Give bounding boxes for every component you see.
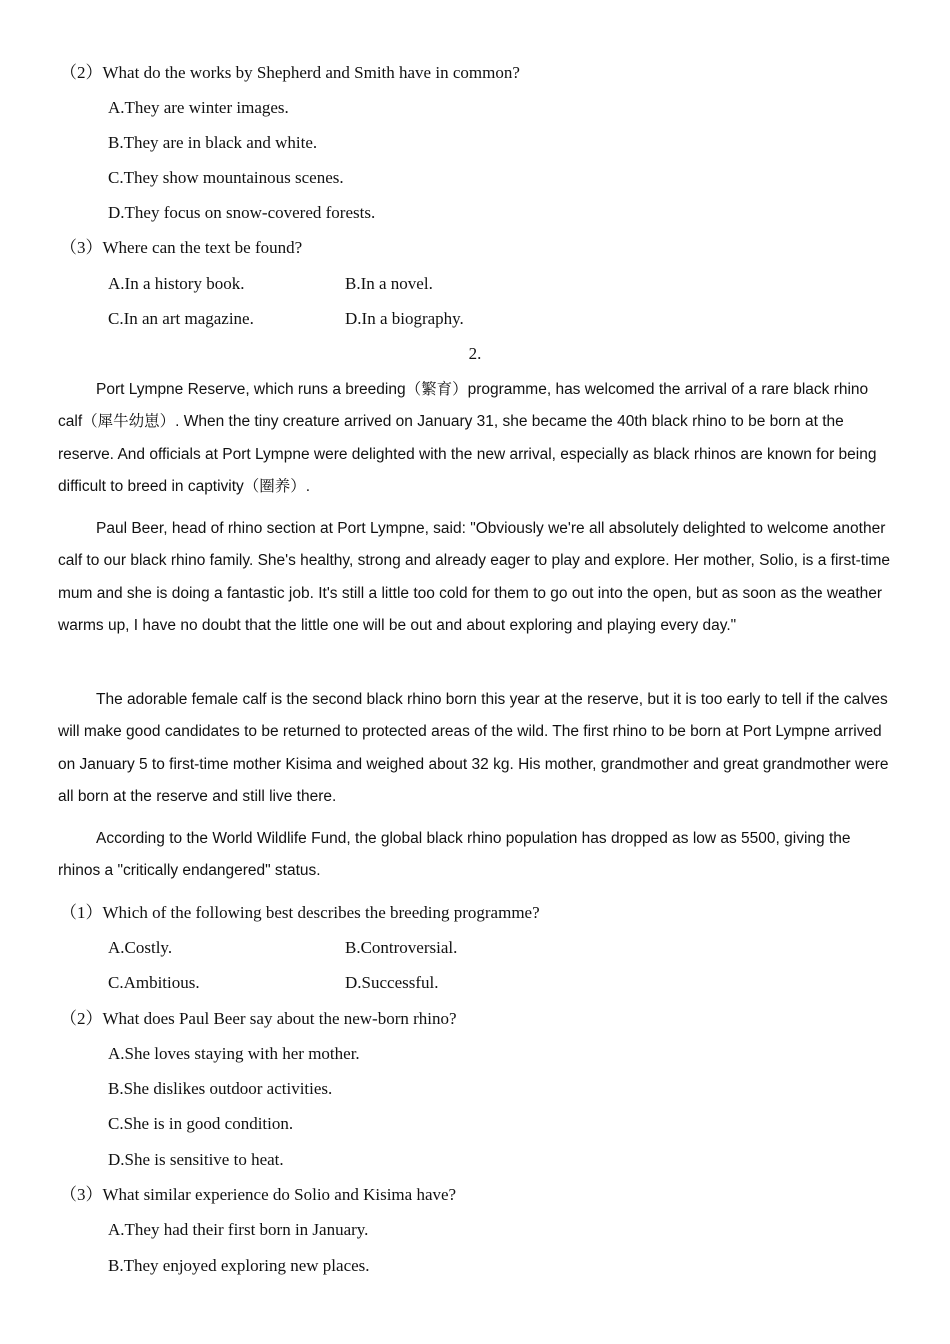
p2-question-1-option-c: C.Ambitious. bbox=[108, 973, 200, 992]
passage-paragraph-4 bbox=[58, 823, 893, 888]
passage-paragraph-2 bbox=[58, 513, 893, 643]
question-2-stem: （2）What do the works by Shepherd and Smith have in common? bbox=[60, 63, 520, 82]
question-3-option-b: B.In a novel. bbox=[345, 274, 433, 293]
passage-paragraph-3 bbox=[58, 684, 893, 814]
question-2-option-c: C.They show mountainous scenes. bbox=[108, 168, 344, 187]
p2-question-3-option-b: B.They enjoyed exploring new places. bbox=[108, 1256, 370, 1275]
question-3-stem: （3）Where can the text be found? bbox=[60, 238, 303, 257]
paragraph-text: Port Lympne Reserve, which runs a breeding（繁育）programme, has welcomed the arrival of a rare black rhino calf（犀牛幼崽）. When the tiny creature arrived on January 31, she became the 40th black rhino to be born at the reserve. And officials at Port Lympne were delighted with the new arrival, especially as black rhinos are known for being difficult to breed in captivity（圈养）. bbox=[58, 381, 877, 496]
p2-question-1-option-d: D.Successful. bbox=[345, 973, 439, 992]
p2-question-2-option-c: C.She is in good condition. bbox=[108, 1114, 294, 1133]
p2-question-1-option-b: B.Controversial. bbox=[345, 938, 458, 957]
p2-question-1-option-a: A.Costly. bbox=[108, 938, 173, 957]
p2-question-3-option-a: A.They had their first born in January. bbox=[108, 1220, 369, 1239]
p2-question-3-stem: （3）What similar experience do Solio and Kisima have? bbox=[60, 1185, 457, 1204]
p2-question-2-option-d: D.She is sensitive to heat. bbox=[108, 1150, 284, 1169]
passage-paragraph-1 bbox=[58, 374, 893, 504]
question-3-option-a: A.In a history book. bbox=[108, 274, 245, 293]
p2-question-2-option-a: A.She loves staying with her mother. bbox=[108, 1044, 360, 1063]
question-2-option-b: B.They are in black and white. bbox=[108, 133, 318, 152]
question-2-option-d: D.They focus on snow-covered forests. bbox=[108, 203, 376, 222]
passage-number: 2. bbox=[468, 344, 482, 363]
question-3-option-c: C.In an art magazine. bbox=[108, 309, 254, 328]
p2-question-2-stem: （2）What does Paul Beer say about the new-born rhino? bbox=[60, 1009, 457, 1028]
paragraph-text: According to the World Wildlife Fund, the global black rhino population has dropped as low as 5500, giving the rhinos a "critically endangered" status. bbox=[58, 830, 851, 880]
p2-question-2-option-b: B.She dislikes outdoor activities. bbox=[108, 1079, 333, 1098]
paragraph-text: The adorable female calf is the second black rhino born this year at the reserve, but it is too early to tell if the calves will make good candidates to be returned to protected areas of the wild. The first rhino to be born at Port Lympne arrived on January 5 to first-time mother Kisima and weighed about 32 kg. His mother, grandmother and great grandmother were all born at the reserve and still live there. bbox=[58, 691, 889, 806]
p2-question-1-stem: （1）Which of the following best describes the breeding programme? bbox=[60, 903, 540, 922]
question-3-option-d: D.In a biography. bbox=[345, 309, 464, 328]
question-2-option-a: A.They are winter images. bbox=[108, 98, 289, 117]
paragraph-text: Paul Beer, head of rhino section at Port Lympne, said: "Obviously we're all absolutely delighted to welcome another calf to our black rhino family. She's healthy, strong and already eager to play and explore. Her mother, Solio, is a first-time mum and she is doing a fantastic job. It's still a little too cold for them to go out into the open, but as soon as the weather warms up, I have no doubt that the little one will be out and about exploring and playing every day." bbox=[58, 520, 891, 635]
